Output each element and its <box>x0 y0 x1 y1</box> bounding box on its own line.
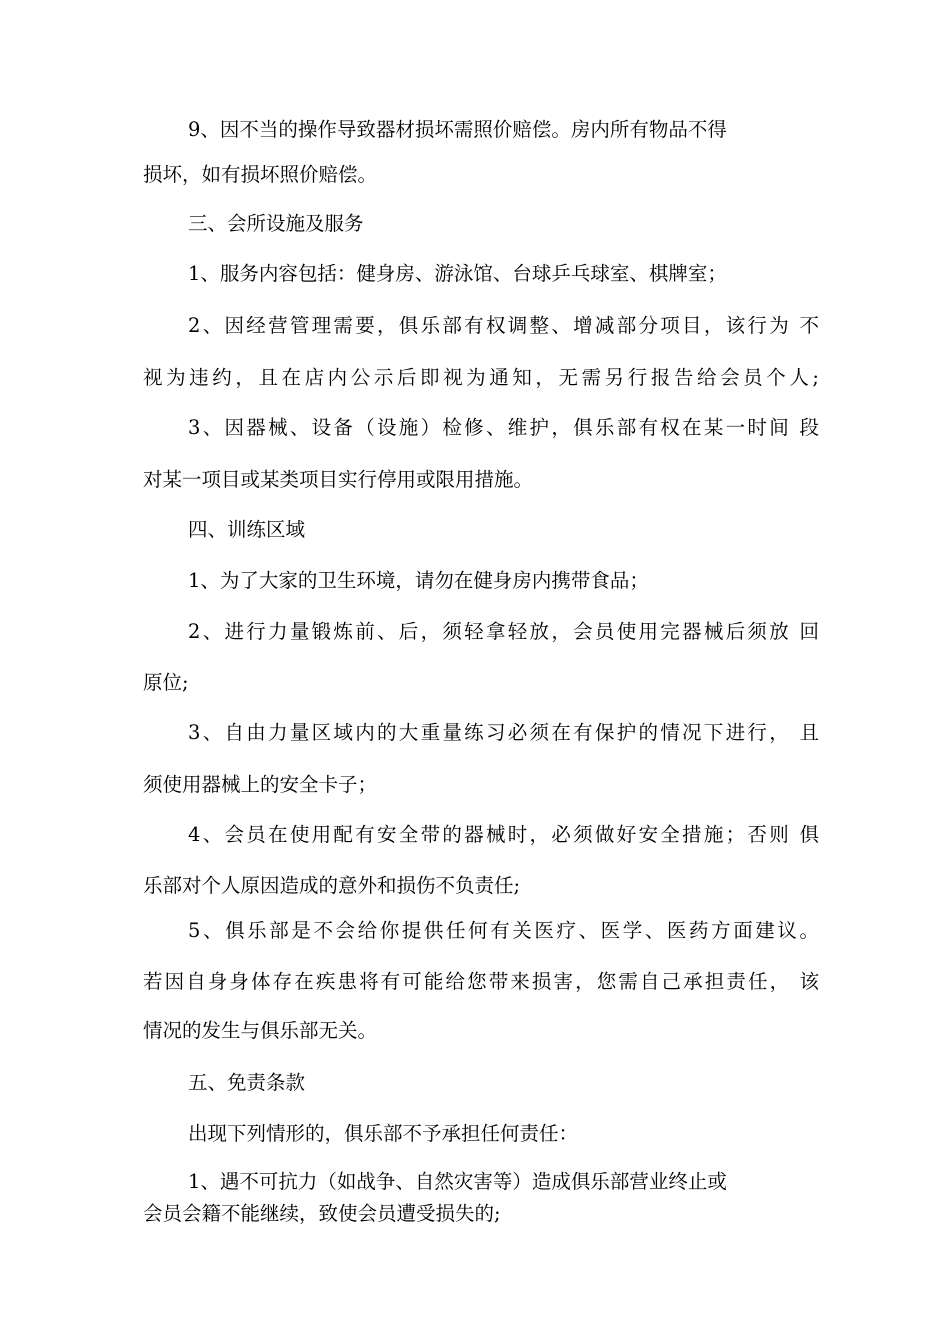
paragraph-line: 3、因器械、设备（设施）检修、维护，俱乐部有权在某一时间 段 <box>188 416 819 439</box>
paragraph-line: 须使用器械上的安全卡子； <box>143 773 378 796</box>
paragraph-line: 若因自身身体存在疾患将有可能给您带来损害，您需自己承担责任， 该 <box>143 970 819 993</box>
paragraph-line: 损坏，如有损坏照价赔偿。 <box>143 163 378 186</box>
paragraph-line: 原位; <box>143 671 189 694</box>
paragraph-line: 9、因不当的操作导致器材损坏需照价赔偿。房内所有物品不得 <box>188 118 727 141</box>
paragraph-line: 2、因经营管理需要，俱乐部有权调整、增减部分项目，该行为 不 <box>188 314 819 337</box>
paragraph-line: 出现下列情形的，俱乐部不予承担任何责任： <box>188 1122 579 1145</box>
paragraph-line: 2、进行力量锻炼前、后，须轻拿轻放，会员使用完器械后须放 回 <box>188 620 819 643</box>
section-heading: 五、免责条款 <box>188 1071 306 1094</box>
paragraph-line: 对某一项目或某类项目实行停用或限用措施。 <box>143 468 534 491</box>
paragraph-line: 3、自由力量区域内的大重量练习必须在有保护的情况下进行， 且 <box>188 721 819 744</box>
paragraph-line: 1、服务内容包括：健身房、游泳馆、台球乒乓球室、棋牌室； <box>188 262 727 285</box>
paragraph-line: 1、遇不可抗力（如战争、自然灾害等）造成俱乐部营业终止或 <box>188 1170 727 1193</box>
section-heading: 三、会所设施及服务 <box>188 212 364 235</box>
section-heading: 四、训练区域 <box>188 518 306 541</box>
paragraph-line: 乐部对个人原因造成的意外和损伤不负责任; <box>143 874 521 897</box>
paragraph-line: 情况的发生与俱乐部无关。 <box>143 1019 378 1042</box>
paragraph-line: 视为违约，且在店内公示后即视为通知，无需另行报告给会员个人; <box>143 366 819 389</box>
paragraph-line: 4、会员在使用配有安全带的器械时，必须做好安全措施；否则 俱 <box>188 823 819 846</box>
paragraph-line: 5、俱乐部是不会给你提供任何有关医疗、医学、医药方面建议。 <box>188 919 819 942</box>
paragraph-line: 1、为了大家的卫生环境，请勿在健身房内携带食品； <box>188 569 649 592</box>
paragraph-line: 会员会籍不能继续，致使会员遭受损失的; <box>143 1202 501 1225</box>
